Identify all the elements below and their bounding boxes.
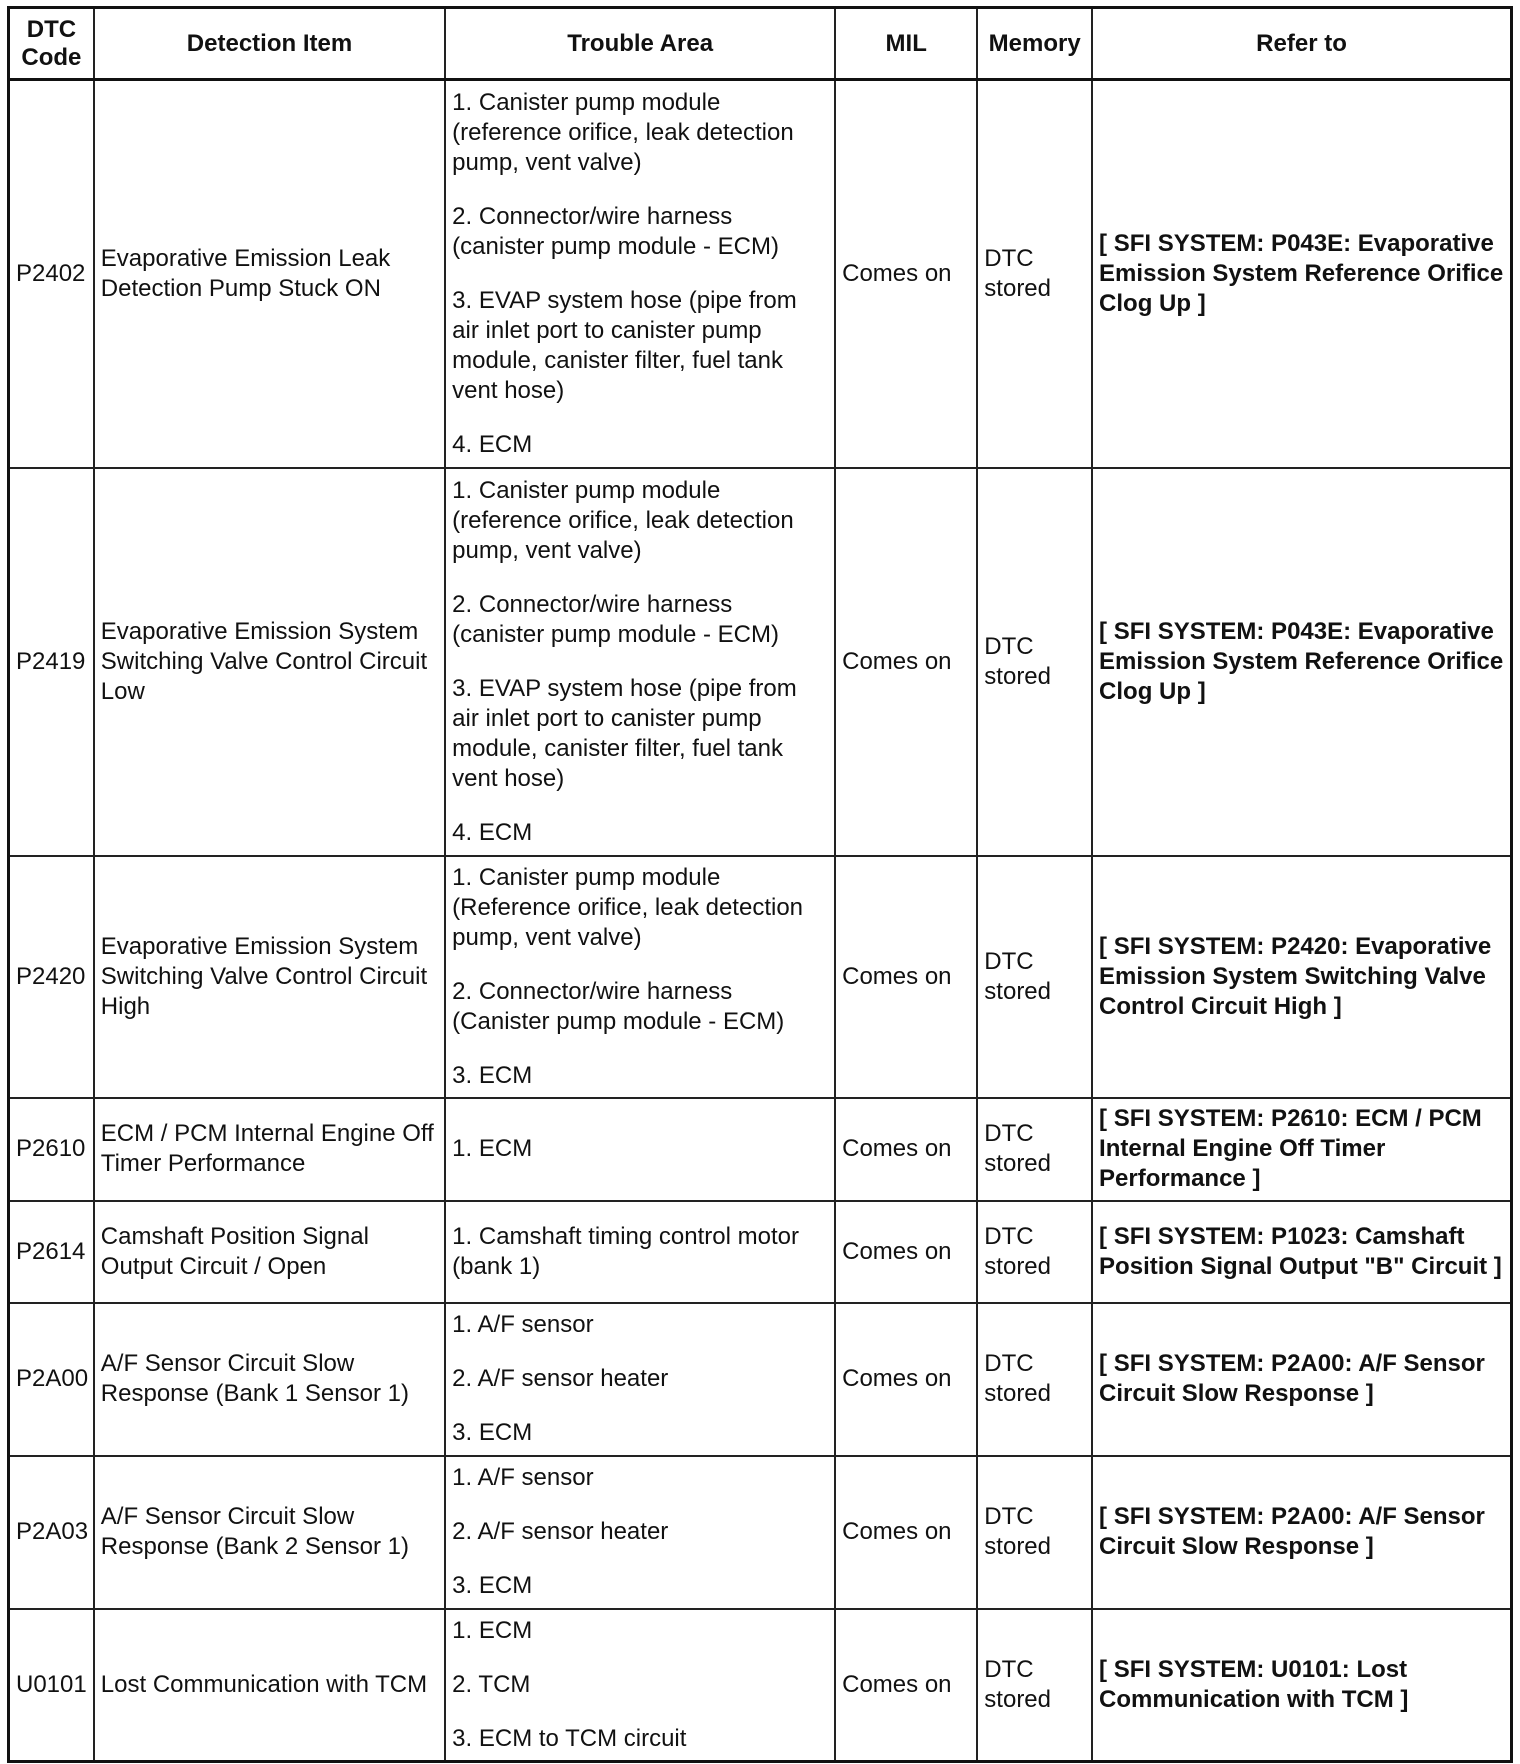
trouble-area-cell: [445, 468, 835, 856]
trouble-area-item: 3. EVAP system hose (pipe from air inlet port to canister pump module, canister filter, fuel tank vent hose): [452, 674, 797, 792]
table-row: [9, 1303, 1512, 1456]
detection-item-cell: Lost Communication with TCM: [94, 1609, 445, 1762]
trouble-area-item: 2. TCM: [452, 1670, 531, 1698]
trouble-area-list: [452, 88, 828, 460]
header-mil: MIL: [835, 8, 977, 80]
memory-cell: DTC stored: [977, 80, 1092, 468]
trouble-area-cell: [445, 1098, 835, 1201]
trouble-area-item: 3. ECM: [452, 1061, 533, 1089]
refer-to-cell: [ SFI SYSTEM: P2A00: A/F Sensor Circuit Slow Response ]: [1092, 1303, 1511, 1456]
mil-cell: Comes on: [835, 1098, 977, 1201]
mil-cell: Comes on: [835, 80, 977, 468]
trouble-area-item: 1. A/F sensor: [452, 1464, 594, 1491]
memory-cell: DTC stored: [977, 1201, 1092, 1303]
detection-item-cell: ECM / PCM Internal Engine Off Timer Performance: [94, 1098, 445, 1201]
header-trouble-area: Trouble Area: [445, 8, 835, 80]
trouble-area-cell: [445, 1201, 835, 1303]
trouble-area-item: 1. Canister pump module (reference orifice, leak detection pump, vent valve): [452, 476, 794, 564]
trouble-area-item: 4. ECM: [452, 818, 533, 846]
trouble-area-list: [452, 1463, 828, 1601]
header-detection-item: Detection Item: [94, 8, 445, 80]
trouble-area-item: 2. Connector/wire harness (canister pump module - ECM): [452, 202, 779, 260]
refer-to-cell: [ SFI SYSTEM: P043E: Evaporative Emission System Reference Orifice Clog Up ]: [1092, 80, 1511, 468]
dtc-table: [7, 6, 1513, 1763]
trouble-area-item: 3. ECM: [452, 1572, 533, 1599]
dtc-code-cell: P2A00: [9, 1303, 94, 1456]
dtc-code-cell: P2610: [9, 1098, 94, 1201]
dtc-code-cell: P2419: [9, 468, 94, 856]
refer-to-cell: [ SFI SYSTEM: P2420: Evaporative Emission System Switching Valve Control Circuit High ]: [1092, 856, 1511, 1098]
refer-to-cell: [ SFI SYSTEM: P043E: Evaporative Emission System Reference Orifice Clog Up ]: [1092, 468, 1511, 856]
table-row: [9, 468, 1512, 856]
memory-cell: DTC stored: [977, 1098, 1092, 1201]
mil-cell: Comes on: [835, 1303, 977, 1456]
table-row: [9, 1456, 1512, 1609]
refer-to-cell: [ SFI SYSTEM: P2610: ECM / PCM Internal Engine Off Timer Performance ]: [1092, 1098, 1511, 1201]
trouble-area-list: [452, 476, 828, 848]
header-refer-to: Refer to: [1092, 8, 1511, 80]
mil-cell: Comes on: [835, 1609, 977, 1762]
table-row: [9, 80, 1512, 468]
memory-cell: DTC stored: [977, 468, 1092, 856]
dtc-code-cell: P2A03: [9, 1456, 94, 1609]
table-row: [9, 1609, 1512, 1762]
table-body: [9, 80, 1512, 1762]
trouble-area-item: 1. A/F sensor: [452, 1311, 594, 1338]
trouble-area-item: 1. Canister pump module (Reference orifice, leak detection pump, vent valve): [452, 863, 804, 951]
detection-item-cell: Evaporative Emission System Switching Valve Control Circuit Low: [94, 468, 445, 856]
dtc-code-cell: P2402: [9, 80, 94, 468]
dtc-code-cell: P2420: [9, 856, 94, 1098]
mil-cell: Comes on: [835, 1201, 977, 1303]
memory-cell: DTC stored: [977, 1303, 1092, 1456]
table-row: [9, 1098, 1512, 1201]
trouble-area-list: [452, 1310, 828, 1448]
trouble-area-cell: [445, 1456, 835, 1609]
trouble-area-cell: [445, 856, 835, 1098]
trouble-area-list: [452, 863, 828, 1091]
trouble-area-item: 2. A/F sensor heater: [452, 1518, 669, 1545]
table-row: [9, 1201, 1512, 1303]
header-row: [9, 8, 1512, 80]
trouble-area-cell: [445, 1609, 835, 1762]
trouble-area-item: 1. Canister pump module (reference orifice, leak detection pump, vent valve): [452, 88, 794, 176]
trouble-area-cell: [445, 1303, 835, 1456]
header-memory: Memory: [977, 8, 1092, 80]
table-row: [9, 856, 1512, 1098]
table-header: [9, 8, 1512, 80]
trouble-area-item: 2. Connector/wire harness (Canister pump module - ECM): [452, 977, 785, 1035]
trouble-area-cell: [445, 80, 835, 468]
refer-to-cell: [ SFI SYSTEM: P2A00: A/F Sensor Circuit Slow Response ]: [1092, 1456, 1511, 1609]
memory-cell: DTC stored: [977, 1609, 1092, 1762]
dtc-code-cell: P2614: [9, 1201, 94, 1303]
detection-item-cell: Evaporative Emission System Switching Valve Control Circuit High: [94, 856, 445, 1098]
detection-item-cell: Evaporative Emission Leak Detection Pump Stuck ON: [94, 80, 445, 468]
memory-cell: DTC stored: [977, 856, 1092, 1098]
trouble-area-item: 3. ECM to TCM circuit: [452, 1724, 687, 1752]
memory-cell: DTC stored: [977, 1456, 1092, 1609]
trouble-area-item: 1. ECM: [452, 1135, 533, 1162]
mil-cell: Comes on: [835, 1456, 977, 1609]
detection-item-cell: A/F Sensor Circuit Slow Response (Bank 1 Sensor 1): [94, 1303, 445, 1456]
header-dtc-code: DTC Code: [9, 8, 94, 80]
mil-cell: Comes on: [835, 856, 977, 1098]
trouble-area-item: 4. ECM: [452, 430, 533, 458]
trouble-area-list: [452, 1616, 828, 1754]
trouble-area-item: 3. ECM: [452, 1419, 533, 1446]
trouble-area-item: 1. ECM: [452, 1616, 533, 1644]
refer-to-cell: [ SFI SYSTEM: U0101: Lost Communication with TCM ]: [1092, 1609, 1511, 1762]
trouble-area-list: [452, 1222, 828, 1282]
trouble-area-item: 2. Connector/wire harness (canister pump module - ECM): [452, 590, 779, 648]
detection-item-cell: A/F Sensor Circuit Slow Response (Bank 2 Sensor 1): [94, 1456, 445, 1609]
trouble-area-item: 1. Camshaft timing control motor (bank 1): [452, 1222, 799, 1280]
trouble-area-item: 2. A/F sensor heater: [452, 1365, 669, 1392]
trouble-area-list: [452, 1134, 828, 1164]
detection-item-cell: Camshaft Position Signal Output Circuit / Open: [94, 1201, 445, 1303]
dtc-code-cell: U0101: [9, 1609, 94, 1762]
refer-to-cell: [ SFI SYSTEM: P1023: Camshaft Position Signal Output "B" Circuit ]: [1092, 1201, 1511, 1303]
trouble-area-item: 3. EVAP system hose (pipe from air inlet port to canister pump module, canister filter, fuel tank vent hose): [452, 286, 797, 404]
mil-cell: Comes on: [835, 468, 977, 856]
